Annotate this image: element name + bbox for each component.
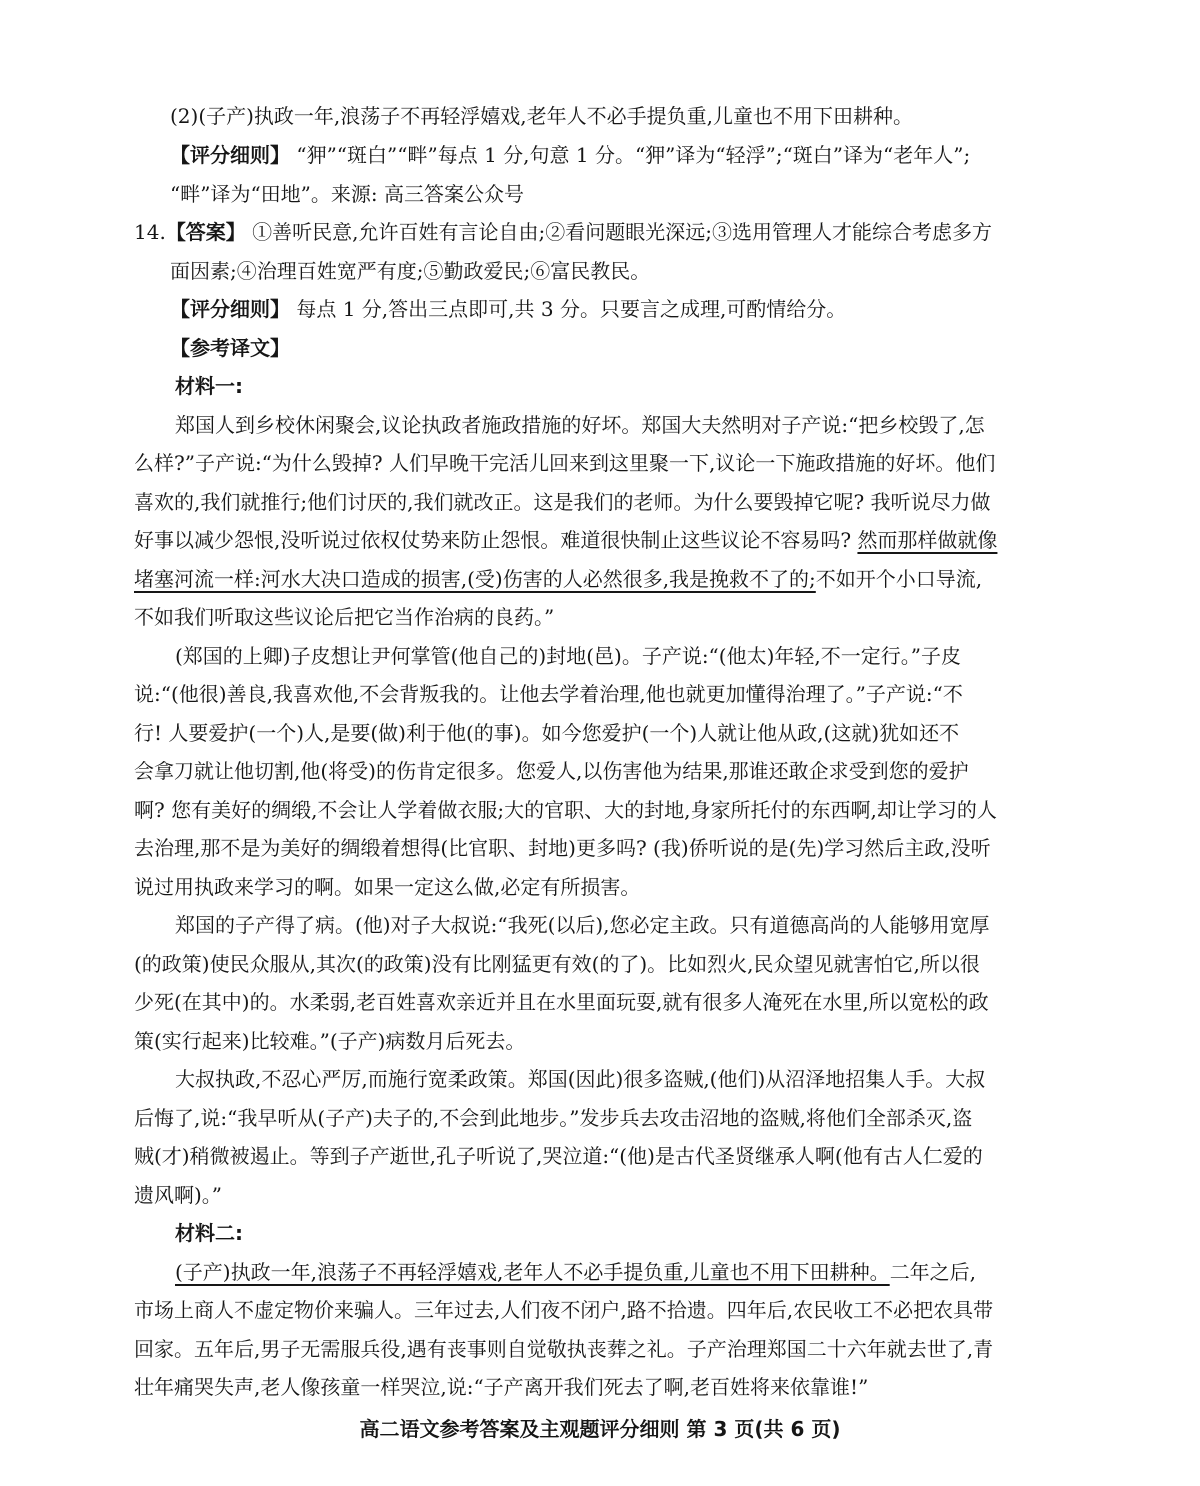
m2-p1-line2: 市场上商人不虚定物价来骗人。三年过去,人们夜不闭户,路不拾遗。四年后,农民收工不必把农具带 [134,1298,994,1322]
m1-p4-line4: 遗风啊)。” [134,1183,223,1207]
m1-p2-line2: 说:“(他很)善良,我喜欢他,不会背叛我的。让他去学着治理,他也就更加懂得治理了。”子产说:“不 [134,682,963,706]
material1-heading: 材料一: [175,374,243,398]
m1-p2-line1: (郑国的上卿)子皮想让尹何掌管(他自己的)封地(邑)。子产说:“(他太)年轻,不一定行。”子皮 [175,644,961,668]
q14-rubric [170,290,1074,329]
m1-p3-line4: 策(实行起来)比较难。”(子产)病数月后死去。 [134,1029,526,1053]
m1-p4-line1: 大叔执政,不忍心严厉,而施行宽柔政策。郑国(因此)很多盗贼,(他们)从沼泽地招集人手。大叔 [175,1067,986,1091]
m1-p1-line4 [134,521,1074,560]
m1-p3-line2: (的政策)使民众服从,其次(的政策)没有比刚猛更有效(的了)。比如烈火,民众望见就害怕它,所以很 [134,952,980,976]
q13-2-rubric-line2: “畔”译为“田地”。来源: 高三答案公众号 [170,182,524,206]
q14-answer [134,213,1074,252]
page-footer: 高二语文参考答案及主观题评分细则 第 3 页(共 6 页) [359,1417,841,1441]
m1-p1-line5 [134,560,1074,599]
m2-p1-line4: 壮年痛哭失声,老人像孩童一样哭泣,说:“子产离开我们死去了啊,老百姓将来依靠谁!” [134,1375,869,1399]
rubric-text: 每点 1 分,答出三点即可,共 3 分。只要言之成理,可酌情给分。 [296,297,847,321]
m1-p2-line6: 去治理,那不是为美好的绸缎着想得(比官职、封地)更多吗? (我)侨听说的是(先)学习然后主政,没听 [134,836,991,860]
q13-2-rubric [170,136,1074,175]
m1-p1-line1: 郑国人到乡校休闲聚会,议论执政者施政措施的好坏。郑国大夫然明对子产说:“把乡校毁了,怎 [175,413,985,437]
answer-label: 【答案】 [165,220,246,244]
rubric-label: 【评分细则】 [170,297,290,321]
m2-p1-line1-rest: 二年之后, [889,1260,977,1284]
question-number: 14. [134,220,166,244]
m1-p1-line3: 喜欢的,我们就推行;他们讨厌的,我们就改正。这是我们的老师。为什么要毁掉它呢? 我听说尽力做 [134,490,991,514]
m1-p3-line3: 少死(在其中)的。水柔弱,老百姓喜欢亲近并且在水里面玩耍,就有很多人淹死在水里,所以宽松的政 [134,990,989,1014]
m1-p2-line7: 说过用执政来学习的啊。如果一定这么做,必定有所损害。 [134,875,641,899]
underlined-sentence-cont: 堵塞河流一样:河水大决口造成的损害,(受)伤害的人必然很多,我是挽救不了的; [134,567,816,591]
rubric-text-line1: “狎”“斑白”“畔”每点 1 分,句意 1 分。“狎”译为“轻浮”;“斑白”译为“老年人”; [296,143,971,167]
m2-p1-line3: 回家。五年后,男子无需服兵役,遇有丧事则自觉敬执丧葬之礼。子产治理郑国二十六年就去世了,青 [134,1337,994,1361]
m1-p1-line5-rest: 不如开个小口导流, [815,567,983,591]
m1-p2-line5: 啊? 您有美好的绸缎,不会让人学着做衣服;大的官职、大的封地,身家所托付的东西啊,却让学习的人 [134,798,997,822]
m1-p4-line3: 贼(才)稍微被遏止。等到子产逝世,孔子听说了,哭泣道:“(他)是古代圣贤继承人啊(他有古人仁爱的 [134,1144,983,1168]
m1-p1-line6: 不如我们听取这些议论后把它当作治病的良药。” [134,605,555,629]
q13-2-answer: (2)(子产)执政一年,浪荡子不再轻浮嬉戏,老年人不必手提负重,儿童也不用下田耕种。 [170,104,914,128]
m1-p2-line3: 行! 人要爱护(一个)人,是要(做)利于他(的事)。如今您爱护(一个)人就让他从政,(这就)犹如还不 [134,721,960,745]
m1-p4-line2: 后悔了,说:“我早听从(子产)夫子的,不会到此地步。”发步兵去攻击沼地的盗贼,将他们全部杀灭,盗 [134,1106,973,1130]
translation-heading: 【参考译文】 [170,336,290,360]
m1-p1-line4-text: 好事以减少怨恨,没听说过依权仗势来防止怨恨。难道很快制止这些议论不容易吗? [134,528,858,552]
m1-p1-line2: 么样?”子产说:“为什么毁掉? 人们早晚干完活儿回来到这里聚一下,议论一下施政措施的好坏。他们 [134,451,996,475]
underlined-sentence: (子产)执政一年,浪荡子不再轻浮嬉戏,老年人不必手提负重,儿童也不用下田耕种。 [175,1260,890,1284]
m2-p1-line1 [175,1253,1115,1292]
rubric-label: 【评分细则】 [170,143,290,167]
m1-p3-line1: 郑国的子产得了病。(他)对子大叔说:“我死(以后),您必定主政。只有道德高尚的人能够用宽厚 [175,913,990,937]
m1-p2-line4: 会拿刀就让他切割,他(将受)的伤肯定很多。您爱人,以伤害他为结果,那谁还敢企求受到您的爱护 [134,759,969,783]
material2-heading: 材料二: [175,1221,243,1245]
underlined-sentence: 然而那样做就像 [857,528,998,552]
q14-answer-line2: 面因素;④治理百姓宽严有度;⑤勤政爱民;⑥富民教民。 [170,259,651,283]
answer-text-line1: ①善听民意,允许百姓有言论自由;②看问题眼光深远;③选用管理人才能综合考虑多方 [252,220,993,244]
